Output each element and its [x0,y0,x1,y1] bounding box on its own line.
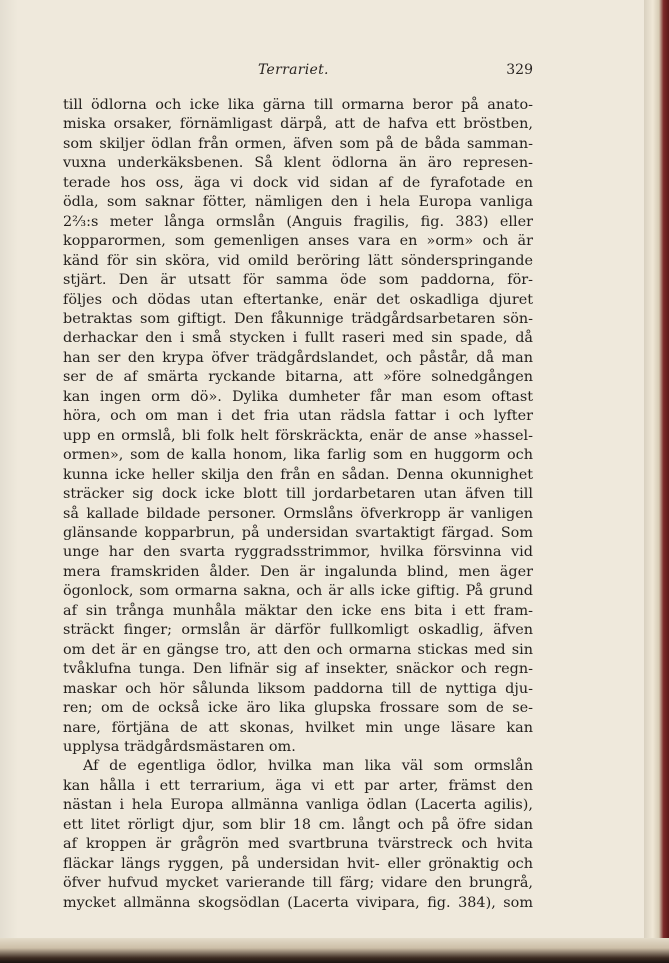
paragraph-2 [63,757,533,913]
text-line: följes och dödas utan eftertanke, enär det oskadliga djuret [63,291,533,308]
text-line: mera framskriden ålder. Den är ingalunda blind, men äger [63,563,533,580]
text-line: kunna icke heller skilja den från en sådan. Denna okunnighet [63,466,533,483]
text-line: sträcker sig dock icke blott till jordarbetaren utan äfven till [63,486,533,503]
body-text [63,96,533,913]
text-line: kan hålla i ett terrarium, äga vi ett par arter, främst den [63,777,533,794]
text-line: höra, och om man i det fria utan rädsla fattar i och lyfter [63,408,533,425]
text-line: kopparormen, som gemenligen anses vara en »orm» och är [63,233,533,250]
text-line: öfver hufvud mycket varierande till färg; vidare den brungrå, [63,875,533,892]
page-bottom-edge [0,938,669,963]
text-line: ögonlock, som ormarna sakna, och är alls icke giftig. På grund [63,583,533,600]
running-header [60,62,533,86]
page-edge [644,0,669,963]
paragraph-1 [63,96,533,757]
text-line: han ser den krypa öfver trädgårdslandet, och påstår, då man [63,349,533,366]
text-line: sträckt finger; ormslån är därför fullkomligt oskadlig, äfven [63,622,533,639]
text-line: unge har den svarta ryggradsstrimmor, hvilka försvinna vid [63,544,533,561]
text-line: nare, förtjäna de att skonas, hvilket min unge läsare kan [63,719,533,736]
text-line: ser de af smärta ryckande bitarna, att »före solnedgången [63,369,533,386]
text-line: ödla, som saknar fötter, nämligen den i hela Europa vanliga [63,194,533,211]
text-line: af kroppen är grågrön med svartbruna tvärstreck och hvita [63,836,533,853]
text-line: terade hos oss, äga vi dock vid sidan af de fyrafotade en [63,174,533,191]
page-number: 329 [506,62,533,78]
text-line: nästan i hela Europa allmänna vanliga ödlan (Lacerta agilis), [63,797,533,814]
text-line: af sin trånga munhåla mäktar den icke ens bita i ett fram- [63,602,533,619]
spine-shadow [0,0,18,938]
text-line: maskar och hör sålunda liksom paddorna till de nyttiga dju- [63,680,533,697]
text-line: glänsande kopparbrun, på undersidan svartaktigt färgad. Som [63,524,533,541]
text-line: fläckar längs ryggen, på undersidan hvit- eller grönaktig och [63,855,533,872]
text-line: vuxna underkäksbenen. Så klent ödlorna än äro represen- [63,155,533,172]
text-line: ormen», som de kalla honom, lika farlig som en huggorm och [63,447,533,464]
text-line: Af de egentliga ödlor, hvilka man lika väl som ormslån [83,758,533,775]
text-line: miska orsaker, förnämligast därpå, att de hafva ett bröstben, [63,116,533,133]
text-line: betraktas som giftigt. Den fåkunnige trädgårdsarbetaren sön- [63,310,533,327]
text-line: som skiljer ödlan från ormen, äfven som på de båda samman- [63,135,533,152]
text-line: så kallade bildade personer. Ormslåns öfverkropp är vanligen [63,505,533,522]
text-line: känd för sin sköra, vid omild beröring lätt sönderspringande [63,252,533,269]
text-line: kan ingen orm dö». Dylika dumheter får man esom oftast [63,388,533,405]
text-line: ett litet rörligt djur, som blir 18 cm. långt och på öfre sidan [63,816,533,833]
running-title: Terrariet. [258,62,329,78]
text-line: till ödlorna och icke lika gärna till ormarna beror på anato- [63,97,533,113]
text-line: tvåklufna tunga. Den lifnär sig af insekter, snäckor och regn- [63,661,533,678]
text-line: mycket allmänna skogsödlan (Lacerta vivipara, fig. 384), som [63,894,533,911]
text-line: 2⅔:s meter långa ormslån (Anguis fragilis, fig. 383) eller [63,213,533,230]
text-line: derhackar den i små stycken i fullt raseri med sin spade, då [63,330,533,347]
text-line: stjärt. Den är utsatt för samma öde som paddorna, för- [63,272,533,289]
text-line: om det är en gängse tro, att den och ormarna stickas med sin [63,641,533,658]
text-line: ren; om de också icke äro lika glupska frossare som de se- [63,700,533,717]
text-line: upp en ormslå, bli folk helt förskräckta, enär de anse »hassel- [63,427,533,444]
text-line: upplysa trädgårdsmästaren om. [63,738,296,755]
